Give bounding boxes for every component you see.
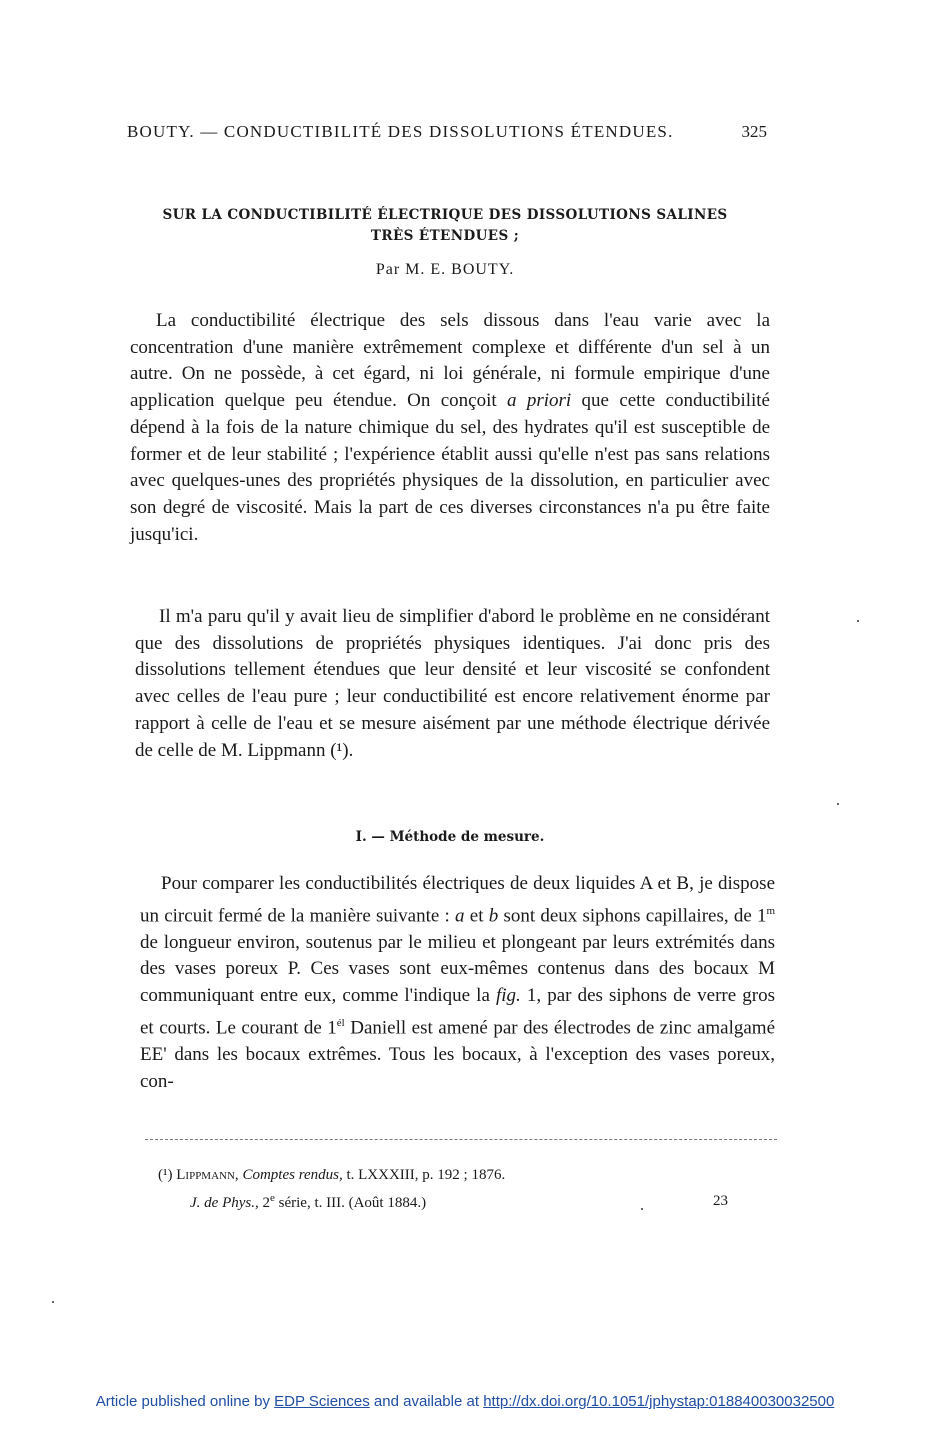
journal-series-sup: e [269, 1192, 275, 1204]
figure-reference: fig. [496, 985, 521, 1007]
footnote-rule [145, 1139, 777, 1140]
article-title-line-2: TRÈS ÉTENDUES ; [370, 228, 520, 244]
running-head-title: BOUTY. — CONDUCTIBILITÉ DES DISSOLUTIONS ÉTENDUES. [127, 122, 674, 141]
article-title-line-1: SUR LA CONDUCTIBILITÉ ÉLECTRIQUE DES DISSOLUTIONS SALINES [162, 207, 728, 223]
banner-middle: and available at [373, 1393, 480, 1410]
scan-speck [641, 1208, 643, 1210]
paragraph-3-s4: de longueur environ, soutenus par le milieu et plongeant par leurs extrémités dans des vases poreux P. Ces vases sont eux-mêmes contenus dans des bocaux M communiquant entre eux, comme l'indique la [140, 931, 775, 1007]
journal-line [190, 1192, 426, 1212]
author-name: M. E. BOUTY. [405, 261, 515, 278]
variable-a: a [455, 905, 465, 927]
paragraph-1 [130, 308, 770, 548]
variable-b: b [488, 905, 499, 927]
footnote-1 [158, 1167, 505, 1184]
paragraph-2 [135, 604, 770, 764]
journal-details: série, t. III. (Août 1884.) [278, 1195, 427, 1211]
author-byline [130, 261, 760, 279]
publisher-link[interactable]: EDP Sciences [274, 1393, 370, 1410]
sheet-signature: 23 [713, 1193, 728, 1209]
journal-name: J. de Phys., [190, 1195, 259, 1211]
superscript-m: m [766, 904, 776, 917]
footnote-journal: Comptes rendus, [242, 1167, 343, 1183]
footnote-marker: (¹) [158, 1167, 173, 1183]
scan-speck [857, 620, 859, 622]
paragraph-3-s2: et [469, 905, 484, 927]
paragraph-3 [140, 871, 775, 1095]
author-prefix: Par [375, 261, 401, 278]
footnote-author: Lippmann, [176, 1167, 239, 1183]
doi-link[interactable]: http://dx.doi.org/10.1051/jphystap:018840030032500 [483, 1393, 835, 1410]
banner-prefix: Article published online by [95, 1393, 270, 1410]
paragraph-1-part-2: que cette conductibilité dépend à la fois de la nature chimique du sel, des hydrates qu'il est susceptible de former et de leur stabilité ; l'expérience établit aussi qu'elle n'est pas sans relations avec quelques-unes des propriétés physiques de la dissolution, en particulier avec son degré de viscosité. Mais la part de ces diverses circonstances n'a pu être faite jusqu'ici. [130, 390, 770, 545]
section-heading: I. — Méthode de mesure. [355, 829, 545, 845]
paragraph-3-s6: Daniell est amené par des électrodes de zinc amalgamé EE' dans les bocaux extrêmes. Tous les bocaux, à l'exception des vases poreux, con- [140, 1017, 776, 1092]
latin-phrase: a priori [507, 390, 572, 412]
journal-series: 2 [262, 1195, 270, 1211]
paragraph-3-s5: 1, par des siphons de verre gros et courts. Le courant de 1 [140, 985, 776, 1039]
running-head [127, 122, 767, 142]
footnote-details: t. LXXXIII, p. 192 ; 1876. [346, 1167, 506, 1183]
footnote-reference: (¹) [330, 739, 349, 761]
paragraph-3-s1: Pour comparer les conductibilités électriques de deux liquides A et B, je dispose un circuit fermé de la manière suivante : [140, 873, 775, 927]
publication-banner [0, 1393, 930, 1410]
paragraph-1-part-1: La conductibilité électrique des sels dissous dans l'eau varie avec la concentration d'une manière extrêmement complexe et différente d'un sel à un autre. On ne possède, à cet égard, ni loi générale, ni formule empirique d'une application quelque peu étendue. On conçoit [130, 310, 770, 412]
paragraph-2-end: . [348, 739, 354, 761]
scan-speck [837, 803, 839, 805]
paragraph-2-text: Il m'a paru qu'il y avait lieu de simplifier d'abord le problème en ne considérant que des dissolutions de propriétés physiques identiques. J'ai donc pris des dissolutions tellement étendues que leur densité et leur viscosité se confondent avec celles de l'eau pure ; leur conductibilité est encore relativement énorme par rapport à celle de l'eau et se mesure aisément par une méthode électrique dérivée de celle de M. Lippmann [135, 606, 770, 761]
superscript-el: él [336, 1016, 345, 1029]
page-number: 325 [741, 122, 767, 141]
paragraph-3-s3: sont deux siphons capillaires, de 1 [503, 905, 767, 927]
scan-speck [52, 1301, 54, 1303]
